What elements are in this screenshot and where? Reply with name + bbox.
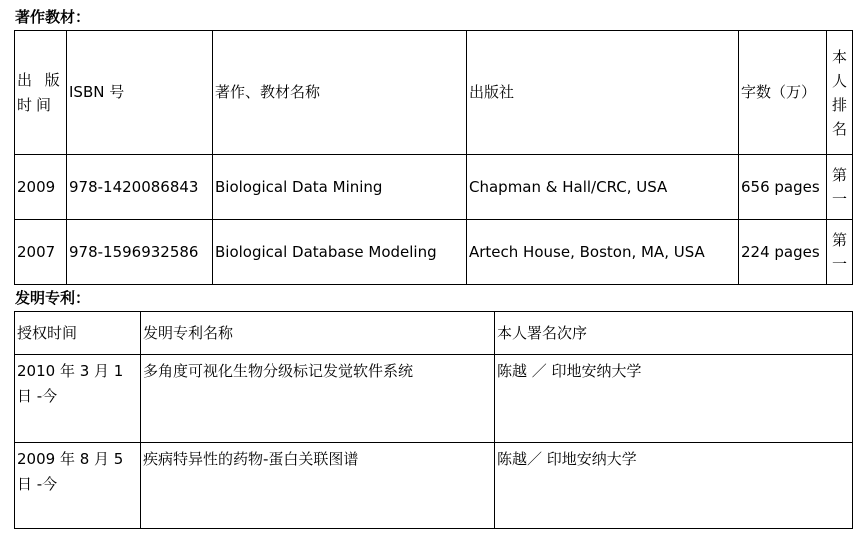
patent-name: 多角度可视化生物分级标记发觉软件系统 (141, 355, 495, 443)
header-publish-year: 出 版 时间 (15, 31, 67, 155)
header-publisher: 出版社 (467, 31, 739, 155)
patents-section-title: 发明专利： (15, 289, 91, 307)
header-book-title: 著作、教材名称 (213, 31, 467, 155)
header-grant-date: 授权时间 (15, 312, 141, 355)
books-header-row (15, 31, 853, 155)
header-isbn: ISBN 号 (67, 31, 213, 155)
patent-grant-date: 2010 年 3 月 1 日 -今 (15, 355, 141, 443)
book-pages: 224 pages (739, 220, 827, 285)
patent-author-order: 陈越 ／ 印地安纳大学 (495, 355, 853, 443)
book-rank: 第一 (827, 220, 853, 285)
book-rank: 第一 (827, 155, 853, 220)
book-year: 2009 (15, 155, 67, 220)
patents-table (14, 311, 853, 529)
table-row (15, 355, 853, 443)
patent-author-order: 陈越／ 印地安纳大学 (495, 443, 853, 529)
patents-header-row (15, 312, 853, 355)
header-patent-name: 发明专利名称 (141, 312, 495, 355)
header-word-count: 字数（万） (739, 31, 827, 155)
table-row (15, 443, 853, 529)
header-author-rank: 本人排名 (827, 31, 853, 155)
books-section-title: 著作教材： (15, 8, 91, 26)
header-author-order: 本人署名次序 (495, 312, 853, 355)
book-year: 2007 (15, 220, 67, 285)
book-isbn: 978-1420086843 (67, 155, 213, 220)
patent-name: 疾病特异性的药物-蛋白关联图谱 (141, 443, 495, 529)
book-title: Biological Database Modeling (213, 220, 467, 285)
patent-grant-date: 2009 年 8 月 5 日 -今 (15, 443, 141, 529)
books-table (14, 30, 853, 285)
table-row (15, 155, 853, 220)
book-title: Biological Data Mining (213, 155, 467, 220)
table-row (15, 220, 853, 285)
book-isbn: 978-1596932586 (67, 220, 213, 285)
book-publisher: Artech House, Boston, MA, USA (467, 220, 739, 285)
book-publisher: Chapman & Hall/CRC, USA (467, 155, 739, 220)
book-pages: 656 pages (739, 155, 827, 220)
